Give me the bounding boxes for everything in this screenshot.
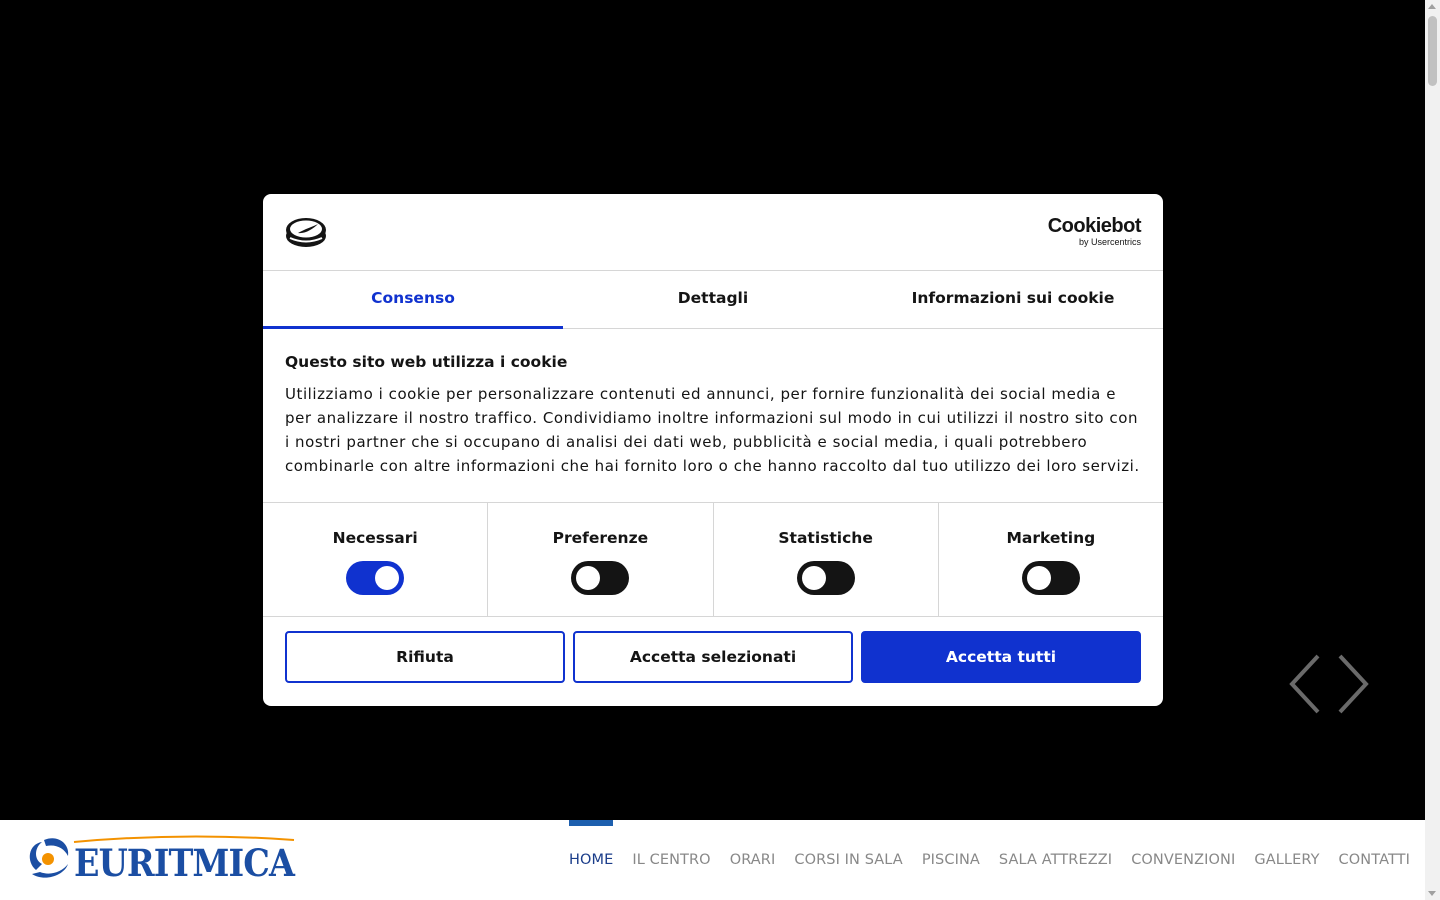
statistiche-toggle[interactable]	[797, 561, 855, 595]
category-label: Necessari	[332, 529, 418, 547]
cookiebot-mark-icon	[285, 216, 327, 248]
reject-button[interactable]: Rifiuta	[285, 631, 565, 683]
cookiebot-sub: by Usercentrics	[1078, 237, 1141, 247]
site-logo[interactable]	[24, 834, 296, 882]
nav-item-piscina[interactable]: PISCINA	[921, 852, 980, 868]
toggle-knob	[576, 566, 600, 590]
scroll-up-icon[interactable]	[1428, 4, 1436, 9]
nav-item-il-centro[interactable]: IL CENTRO	[632, 852, 711, 868]
nav-item-contatti[interactable]: CONTATTI	[1338, 852, 1410, 868]
nav-item-sala-attrezzi[interactable]: SALA ATTREZZI	[998, 852, 1113, 868]
category-necessari	[263, 503, 488, 616]
slider-navigation	[1288, 652, 1370, 716]
chevron-left-icon[interactable]	[1292, 656, 1318, 712]
scroll-down-icon[interactable]	[1428, 891, 1436, 896]
dialog-body	[285, 352, 1141, 478]
chevron-right-icon[interactable]	[1340, 656, 1366, 712]
category-marketing	[939, 503, 1163, 616]
tab-dettagli[interactable]: Dettagli	[677, 289, 749, 307]
toggle-knob	[375, 566, 399, 590]
logo-wordmark: EURITMICA	[74, 841, 296, 882]
consent-categories	[263, 502, 1163, 617]
marketing-toggle[interactable]	[1022, 561, 1080, 595]
necessari-toggle[interactable]	[346, 561, 404, 595]
page-scrollbar[interactable]	[1425, 0, 1440, 900]
category-label: Statistiche	[778, 529, 873, 547]
cookie-consent-dialog	[263, 194, 1163, 706]
accept-all-button[interactable]: Accetta tutti	[861, 631, 1141, 683]
dialog-description: Utilizziamo i cookie per personalizzare contenuti ed annunci, per fornire funzionalità dei social media e per analizzare il nostro traffico. Condividiamo inoltre informazioni sul modo in cui utilizzi il nostro sito con i nostri partner che si occupano di analisi dei dati web, pubblicità e social media, i quali potrebbero combinarle con altre informazioni che hai fornito loro o che hanno raccolto dal tuo utilizzo dei loro servizi.	[285, 385, 1140, 475]
scroll-thumb[interactable]	[1428, 16, 1437, 86]
cookiebot-name: Cookiebot	[1047, 215, 1141, 237]
main-nav	[550, 820, 1410, 900]
category-statistiche	[714, 503, 939, 616]
category-preferenze	[488, 503, 713, 616]
nav-item-orari[interactable]: ORARI	[729, 852, 776, 868]
toggle-knob	[1027, 566, 1051, 590]
category-label: Marketing	[1006, 529, 1096, 547]
toggle-knob	[802, 566, 826, 590]
accept-selected-button[interactable]: Accetta selezionati	[573, 631, 853, 683]
tab-informazioni[interactable]: Informazioni sui cookie	[911, 289, 1115, 307]
dialog-header	[263, 194, 1163, 271]
tab-consenso[interactable]: Consenso	[263, 271, 563, 328]
site-header	[0, 820, 1425, 900]
dialog-buttons	[285, 631, 1141, 685]
nav-item-gallery[interactable]: GALLERY	[1254, 852, 1320, 868]
category-label: Preferenze	[552, 529, 649, 547]
preferenze-toggle[interactable]	[571, 561, 629, 595]
nav-item-convenzioni[interactable]: CONVENZIONI	[1131, 852, 1236, 868]
dialog-tabs	[263, 271, 1163, 329]
dialog-title: Questo sito web utilizza i cookie	[285, 353, 568, 371]
cookiebot-logo[interactable]	[1037, 216, 1141, 250]
nav-item-home[interactable]: HOME	[569, 820, 613, 900]
nav-item-corsi-in-sala[interactable]: CORSI IN SALA	[794, 852, 903, 868]
